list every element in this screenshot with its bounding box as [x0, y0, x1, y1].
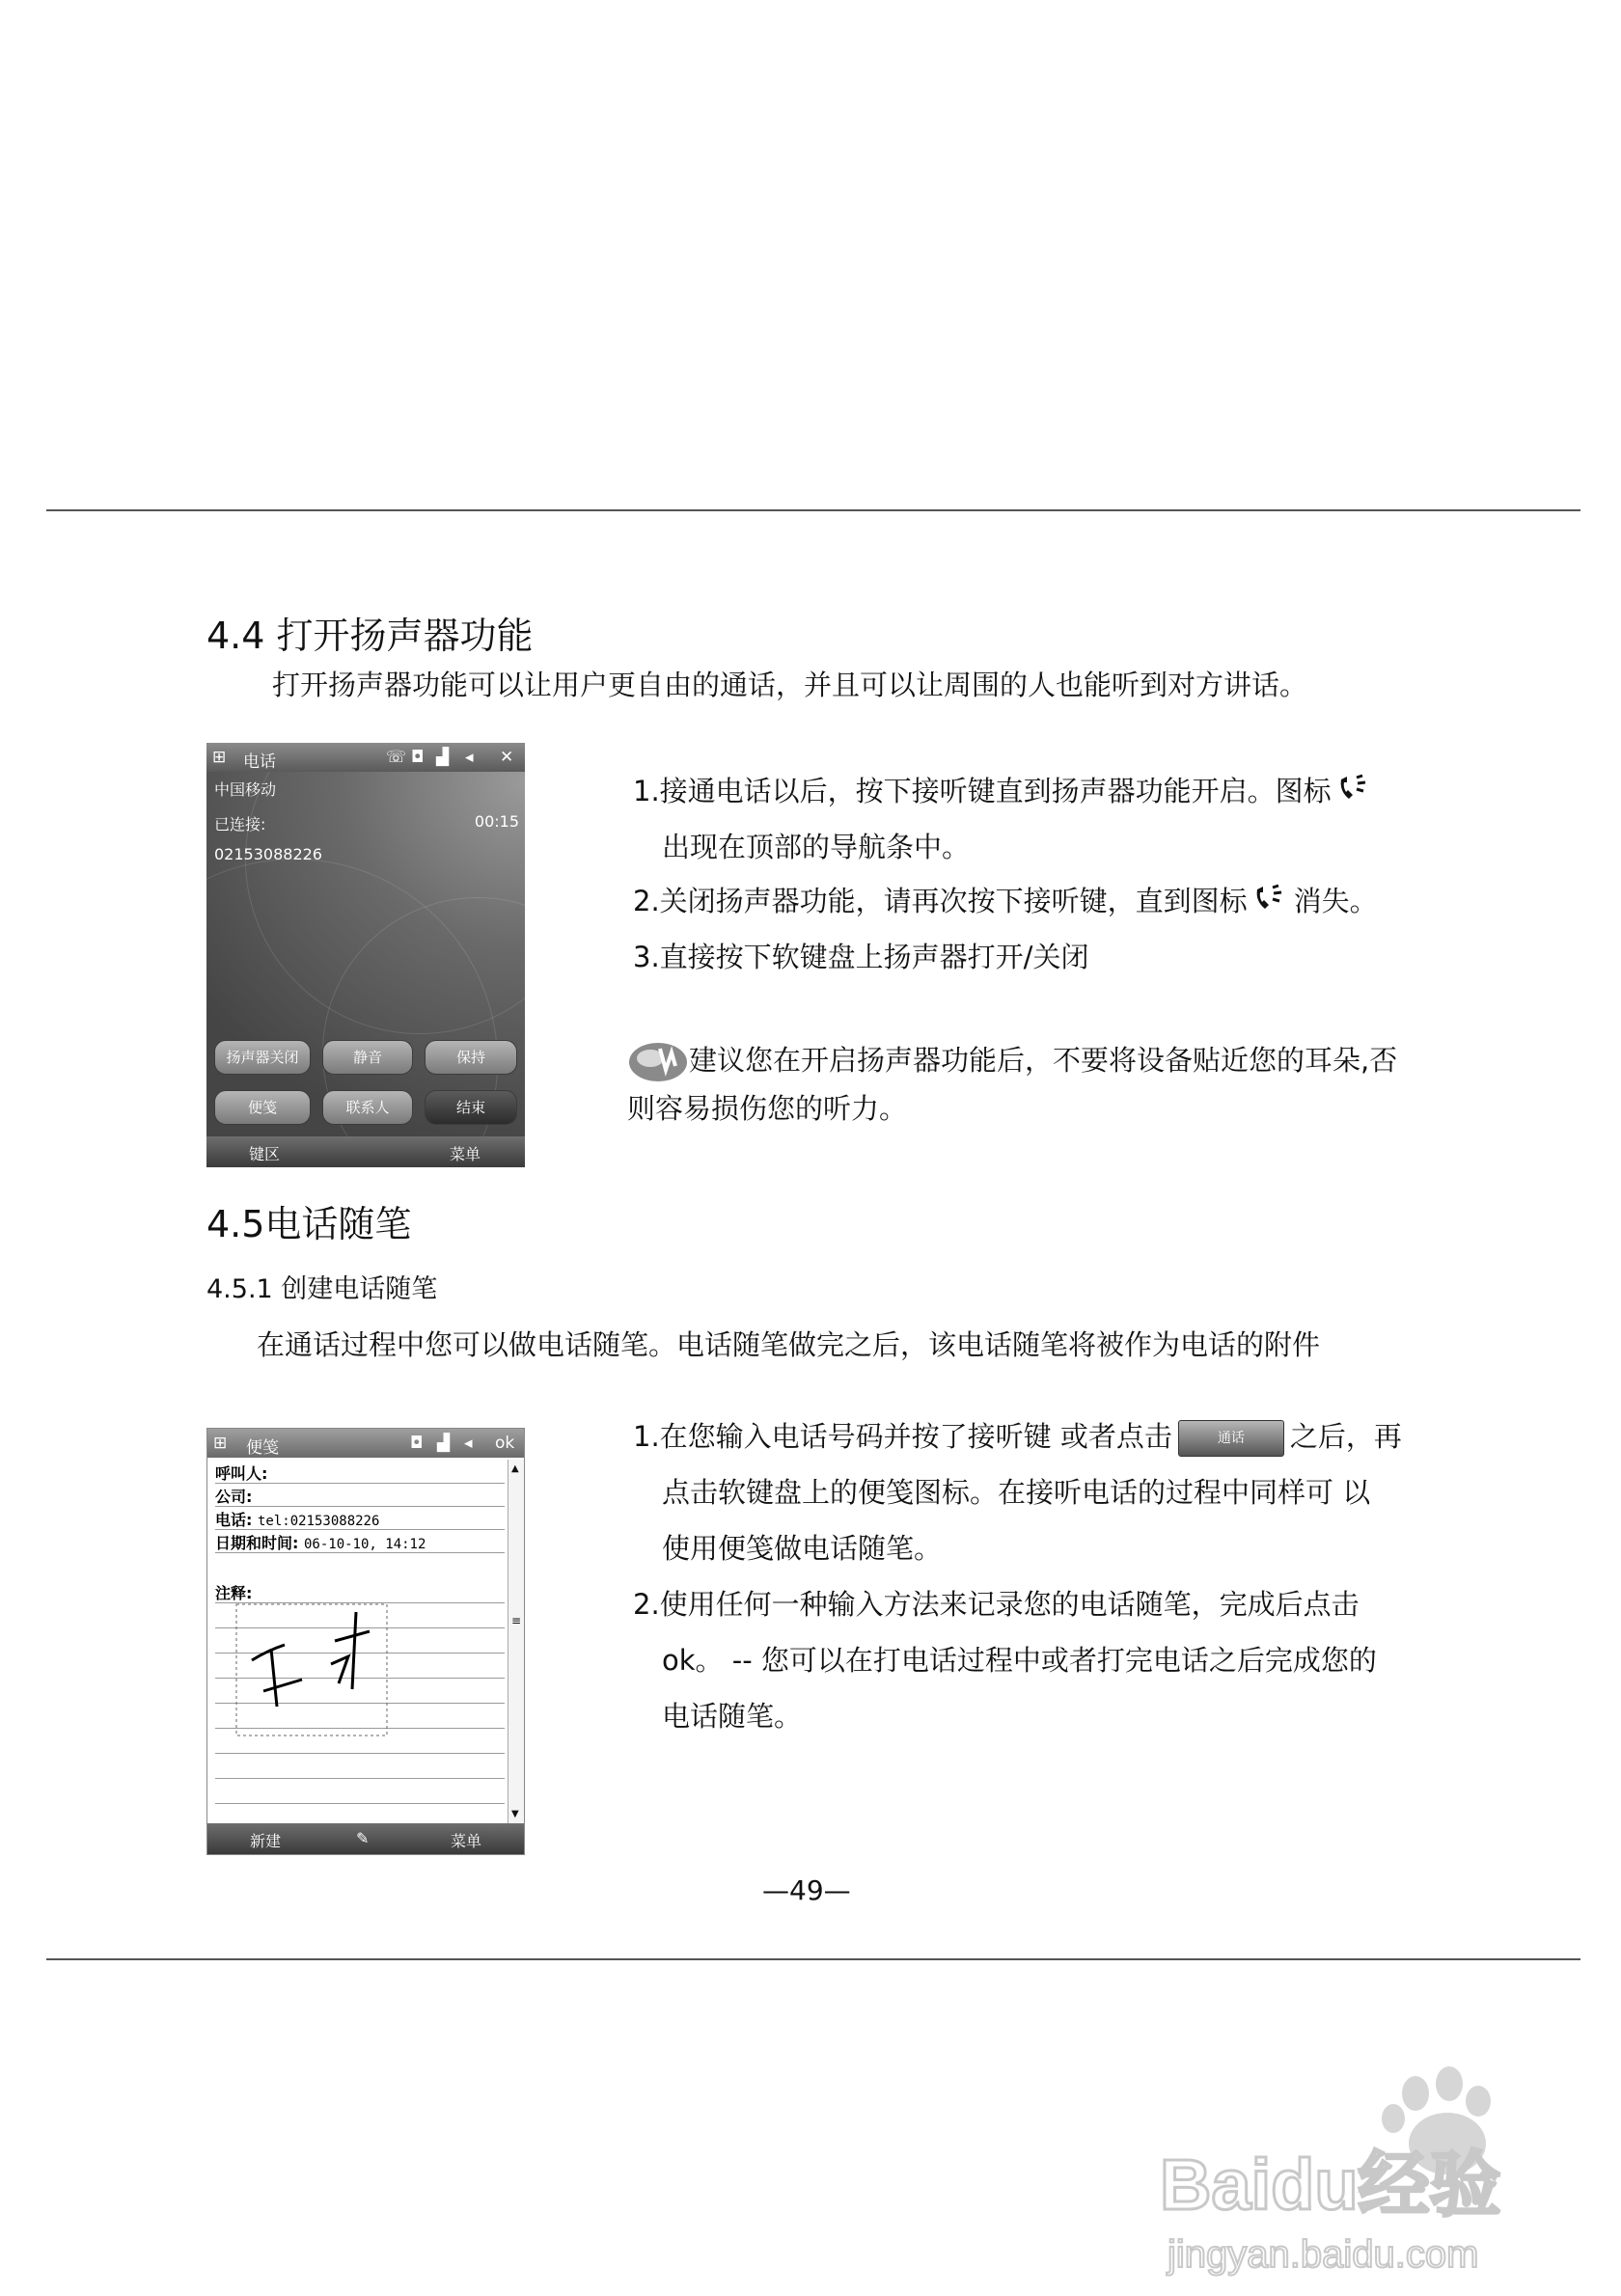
step-1b: 之后，再	[1289, 1420, 1402, 1453]
end-call-button[interactable]: 结束	[425, 1090, 517, 1125]
phone-call-screenshot	[206, 743, 525, 1167]
speaker-icon-2	[1253, 876, 1288, 930]
notes-label: 注释:	[215, 1584, 253, 1602]
carrier-name: 中国移动	[214, 780, 277, 799]
softkey-menu[interactable]: 菜单	[450, 1145, 481, 1163]
section-45-intro: 在通话过程中您可以做电话随笔。电话随笔做完之后，该电话随笔将被作为电话的附件	[257, 1328, 1321, 1361]
pen-icon[interactable]: ✎	[356, 1829, 370, 1847]
phone-label: 电话:	[215, 1511, 253, 1529]
watermark-brand: Baidu经验	[1160, 2145, 1501, 2225]
section-44-intro: 打开扬声器功能可以让用户更自由的通话，并且可以让周围的人也能听到对方讲话。	[272, 669, 1308, 701]
step-1a: 1.在您输入电话号码并按了接听键 或者点击	[633, 1420, 1172, 1453]
phone-value[interactable]: tel:02153088226	[257, 1514, 380, 1529]
call-number: 02153088226	[214, 845, 322, 863]
top-rule	[46, 509, 1580, 511]
step-1c: 点击软键盘上的便笺图标。在接听电话的过程中同样可 以	[662, 1476, 1371, 1509]
datetime-label: 日期和时间:	[215, 1534, 299, 1552]
note-title-bar	[207, 1429, 524, 1458]
tip-hand-icon	[627, 1041, 689, 1083]
phone-title-bar	[206, 743, 525, 772]
close-icon[interactable]: ✕	[500, 748, 514, 767]
section-45-steps	[633, 1408, 1521, 1744]
softkey-new[interactable]: 新建	[250, 1832, 282, 1850]
step-1a: 1.接通电话以后，按下接听键直到扬声器功能开启。图标	[633, 775, 1332, 807]
section-44-title: 4.4 打开扬声器功能	[206, 615, 534, 657]
vertical-scrollbar[interactable]: ▲ ≡ ▼	[508, 1460, 524, 1823]
bottom-rule	[46, 1958, 1580, 1960]
step-2a: 2.使用任何一种输入方法来记录您的电话随笔，完成后点击	[633, 1588, 1360, 1621]
datetime-value: 06-10-10, 14:12	[303, 1537, 426, 1552]
handwriting-drawing[interactable]	[234, 1602, 389, 1739]
page-number: —49—	[762, 1874, 851, 1906]
speaker-icon	[1337, 766, 1372, 820]
network-g-icon: ◘	[410, 1434, 424, 1453]
caller-label: 呼叫人:	[215, 1464, 268, 1483]
section-451-title: 4.5.1 创建电话随笔	[206, 1274, 438, 1304]
softkey-menu[interactable]: 菜单	[451, 1832, 482, 1850]
windows-logo-icon: ⊞	[213, 1434, 228, 1453]
company-label: 公司:	[215, 1488, 253, 1506]
step-3: 3.直接按下软键盘上扬声器打开/关闭	[633, 941, 1089, 973]
phone-title: 电话	[243, 752, 276, 772]
baidu-watermark	[1140, 2055, 1555, 2290]
tip-text-b: 则容易损伤您的听力。	[627, 1092, 908, 1125]
section-45-title: 4.5电话随笔	[206, 1203, 412, 1245]
note-softkey-bar	[207, 1823, 524, 1854]
step-2a: 2.关闭扬声器功能，请再次按下接听键，直到图标	[633, 885, 1248, 917]
signal-icon: ▟	[436, 748, 450, 767]
call-timer: 00:15	[474, 812, 519, 831]
softkey-keypad[interactable]: 键区	[249, 1145, 281, 1163]
call-button-image: 通话	[1178, 1420, 1284, 1457]
note-button[interactable]: 便笺	[214, 1090, 311, 1125]
watermark-url: jingyan.baidu.com	[1168, 2233, 1479, 2276]
step-2b: 消失。	[1293, 885, 1378, 917]
ok-button[interactable]: ok	[495, 1434, 515, 1453]
call-status: 已连接:	[214, 815, 266, 834]
signal-icon: ▟	[437, 1434, 451, 1453]
step-2b: ok。 -- 您可以在打电话过程中或者打完电话之后完成您的	[662, 1644, 1377, 1677]
phone-note-screenshot	[206, 1428, 525, 1855]
step-1d: 使用便笺做电话随笔。	[662, 1532, 943, 1565]
volume-icon: ◂	[465, 748, 474, 767]
note-title: 便笺	[246, 1438, 279, 1458]
step-1b: 出现在顶部的导航条中。	[662, 831, 971, 863]
softkey-bar	[206, 1136, 525, 1167]
volume-icon: ◂	[464, 1434, 473, 1453]
tip-text-a: 建议您在开启扬声器功能后，不要将设备贴近您的耳朵,否	[689, 1044, 1398, 1077]
mute-button[interactable]: 静音	[322, 1040, 413, 1075]
step-2c: 电话随笔。	[662, 1700, 803, 1733]
speaker-status-icon: ☏	[386, 748, 407, 767]
windows-logo-icon: ⊞	[212, 748, 227, 767]
contacts-button[interactable]: 联系人	[322, 1090, 413, 1125]
network-g-icon: ◘	[411, 748, 425, 767]
section-44-steps	[633, 764, 1501, 984]
tip-block	[627, 1036, 1397, 1133]
hold-button[interactable]: 保持	[425, 1040, 517, 1075]
speaker-off-button[interactable]: 扬声器关闭	[214, 1040, 311, 1075]
